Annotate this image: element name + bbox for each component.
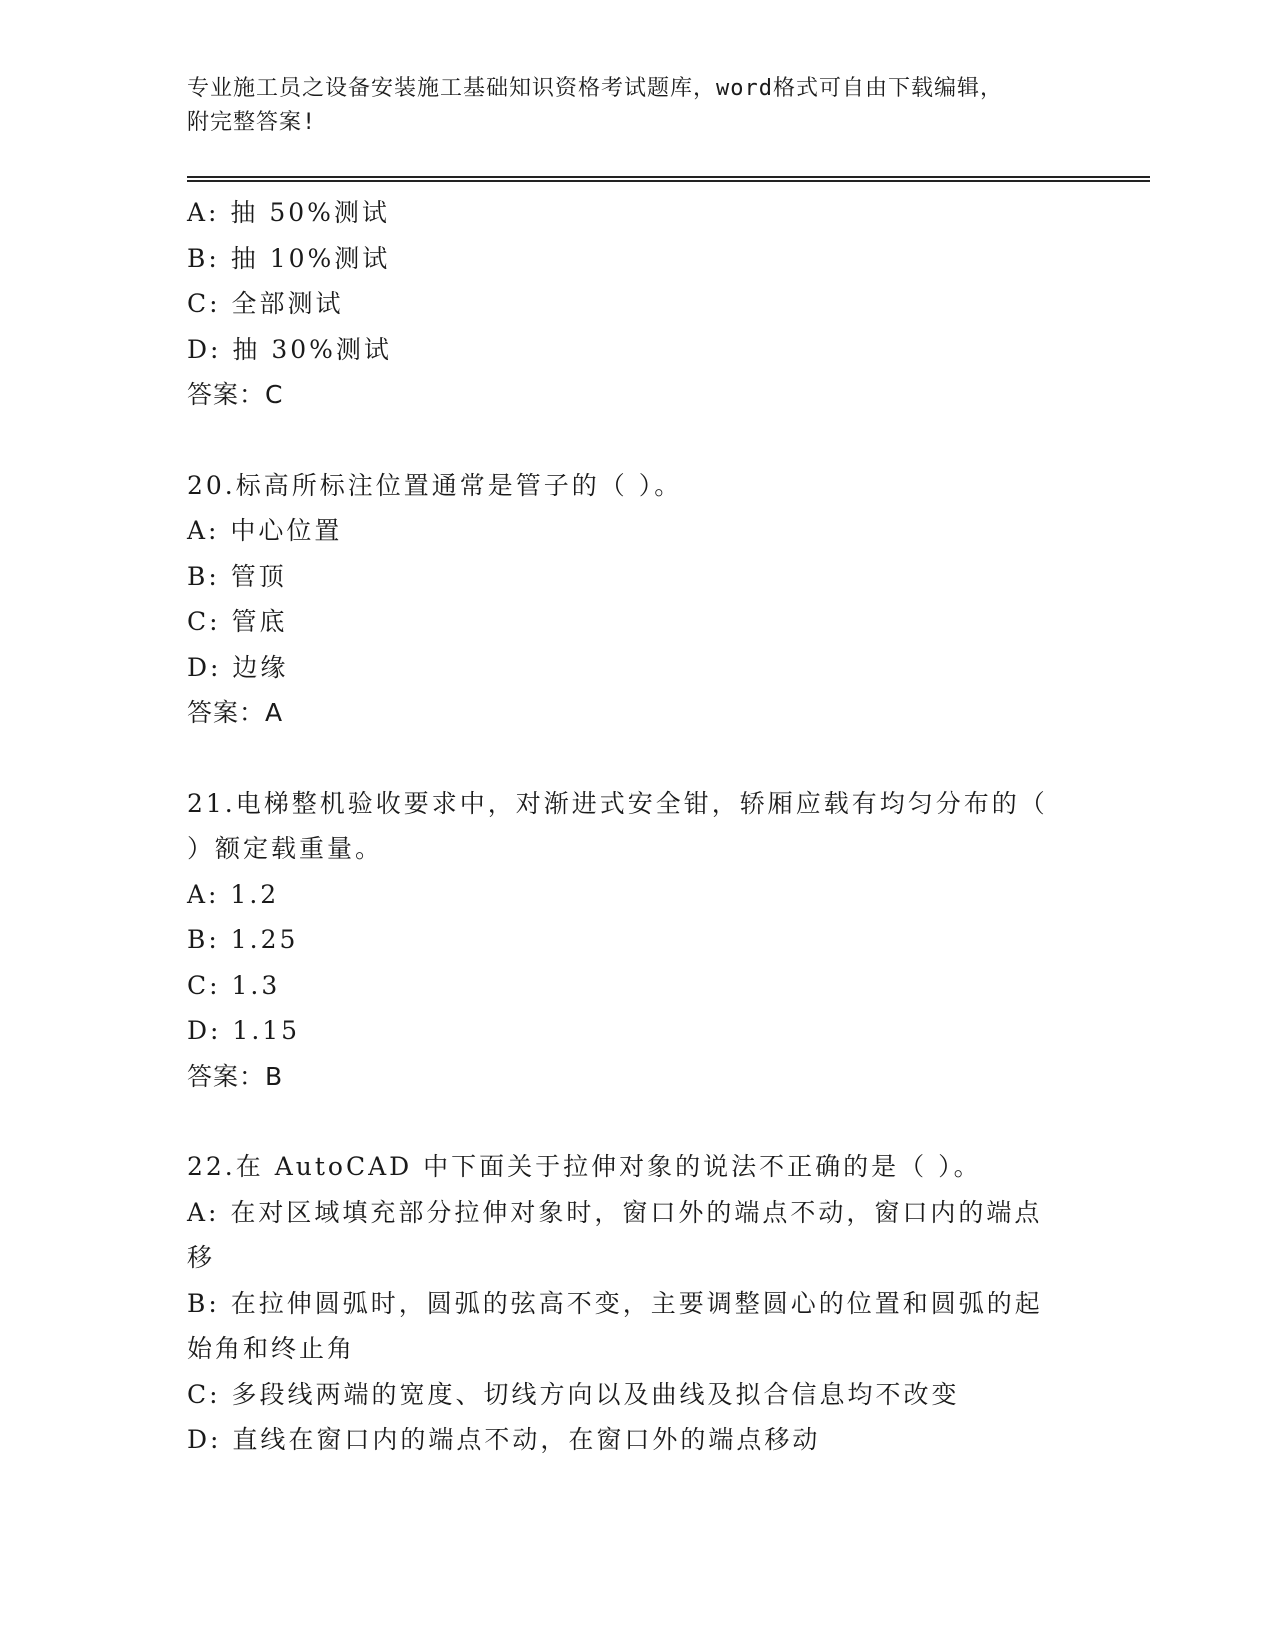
option-a-line-2: 移 [187, 1243, 216, 1272]
option-a: A: 抽 50%测试 [187, 198, 390, 227]
question-text: 22.在 AutoCAD 中下面关于拉伸对象的说法不正确的是（ ）。 [187, 1152, 982, 1181]
spacer [187, 1099, 1067, 1144]
question-19 [187, 190, 1067, 418]
option-d: D: 抽 30%测试 [187, 334, 392, 364]
question-20 [187, 463, 1067, 736]
option-d: D: 直线在窗口内的端点不动，在窗口外的端点移动 [187, 1425, 821, 1454]
header-line-2: 附完整答案! [187, 110, 317, 135]
answer: 答案：C [187, 380, 284, 409]
option-d: D: 1.15 [187, 1016, 301, 1045]
option-c: C: 1.3 [187, 970, 281, 1000]
option-b-line-2: 始角和终止角 [187, 1334, 356, 1363]
option-b: B: 管顶 [187, 561, 287, 591]
spacer [187, 736, 1067, 781]
option-a: A: 1.2 [187, 879, 280, 909]
option-a: A: 中心位置 [187, 516, 343, 545]
header-divider [187, 176, 1150, 182]
option-b-line-1: B: 在拉伸圆弧时，圆弧的弦高不变，主要调整圆心的位置和圆弧的起 [187, 1288, 1043, 1318]
question-21 [187, 781, 1067, 1100]
question-text-line-1: 21.电梯整机验收要求中，对渐进式安全钳，轿厢应载有均匀分布的（ [187, 788, 1048, 818]
header-line-1: 专业施工员之设备安装施工基础知识资格考试题库，word格式可自由下载编辑， [187, 76, 1003, 101]
answer: 答案：B [187, 1061, 284, 1091]
option-d: D: 边缘 [187, 652, 289, 682]
answer: 答案：A [187, 698, 284, 727]
option-c: C: 多段线两端的宽度、切线方向以及曲线及拟合信息均不改变 [187, 1379, 960, 1409]
question-list [187, 190, 1067, 1463]
option-c: C: 全部测试 [187, 289, 344, 318]
option-a-line-1: A: 在对区域填充部分拉伸对象时，窗口外的端点不动，窗口内的端点 [187, 1197, 1043, 1227]
option-b: B: 抽 10%测试 [187, 243, 391, 273]
option-b: B: 1.25 [187, 925, 299, 954]
question-22 [187, 1144, 1067, 1463]
question-text-line-2: ）额定载重量。 [187, 834, 384, 863]
question-text: 20.标高所标注位置通常是管子的（ ）。 [187, 470, 683, 500]
spacer [187, 418, 1067, 463]
document-header [187, 72, 1087, 140]
option-c: C: 管底 [187, 607, 288, 636]
